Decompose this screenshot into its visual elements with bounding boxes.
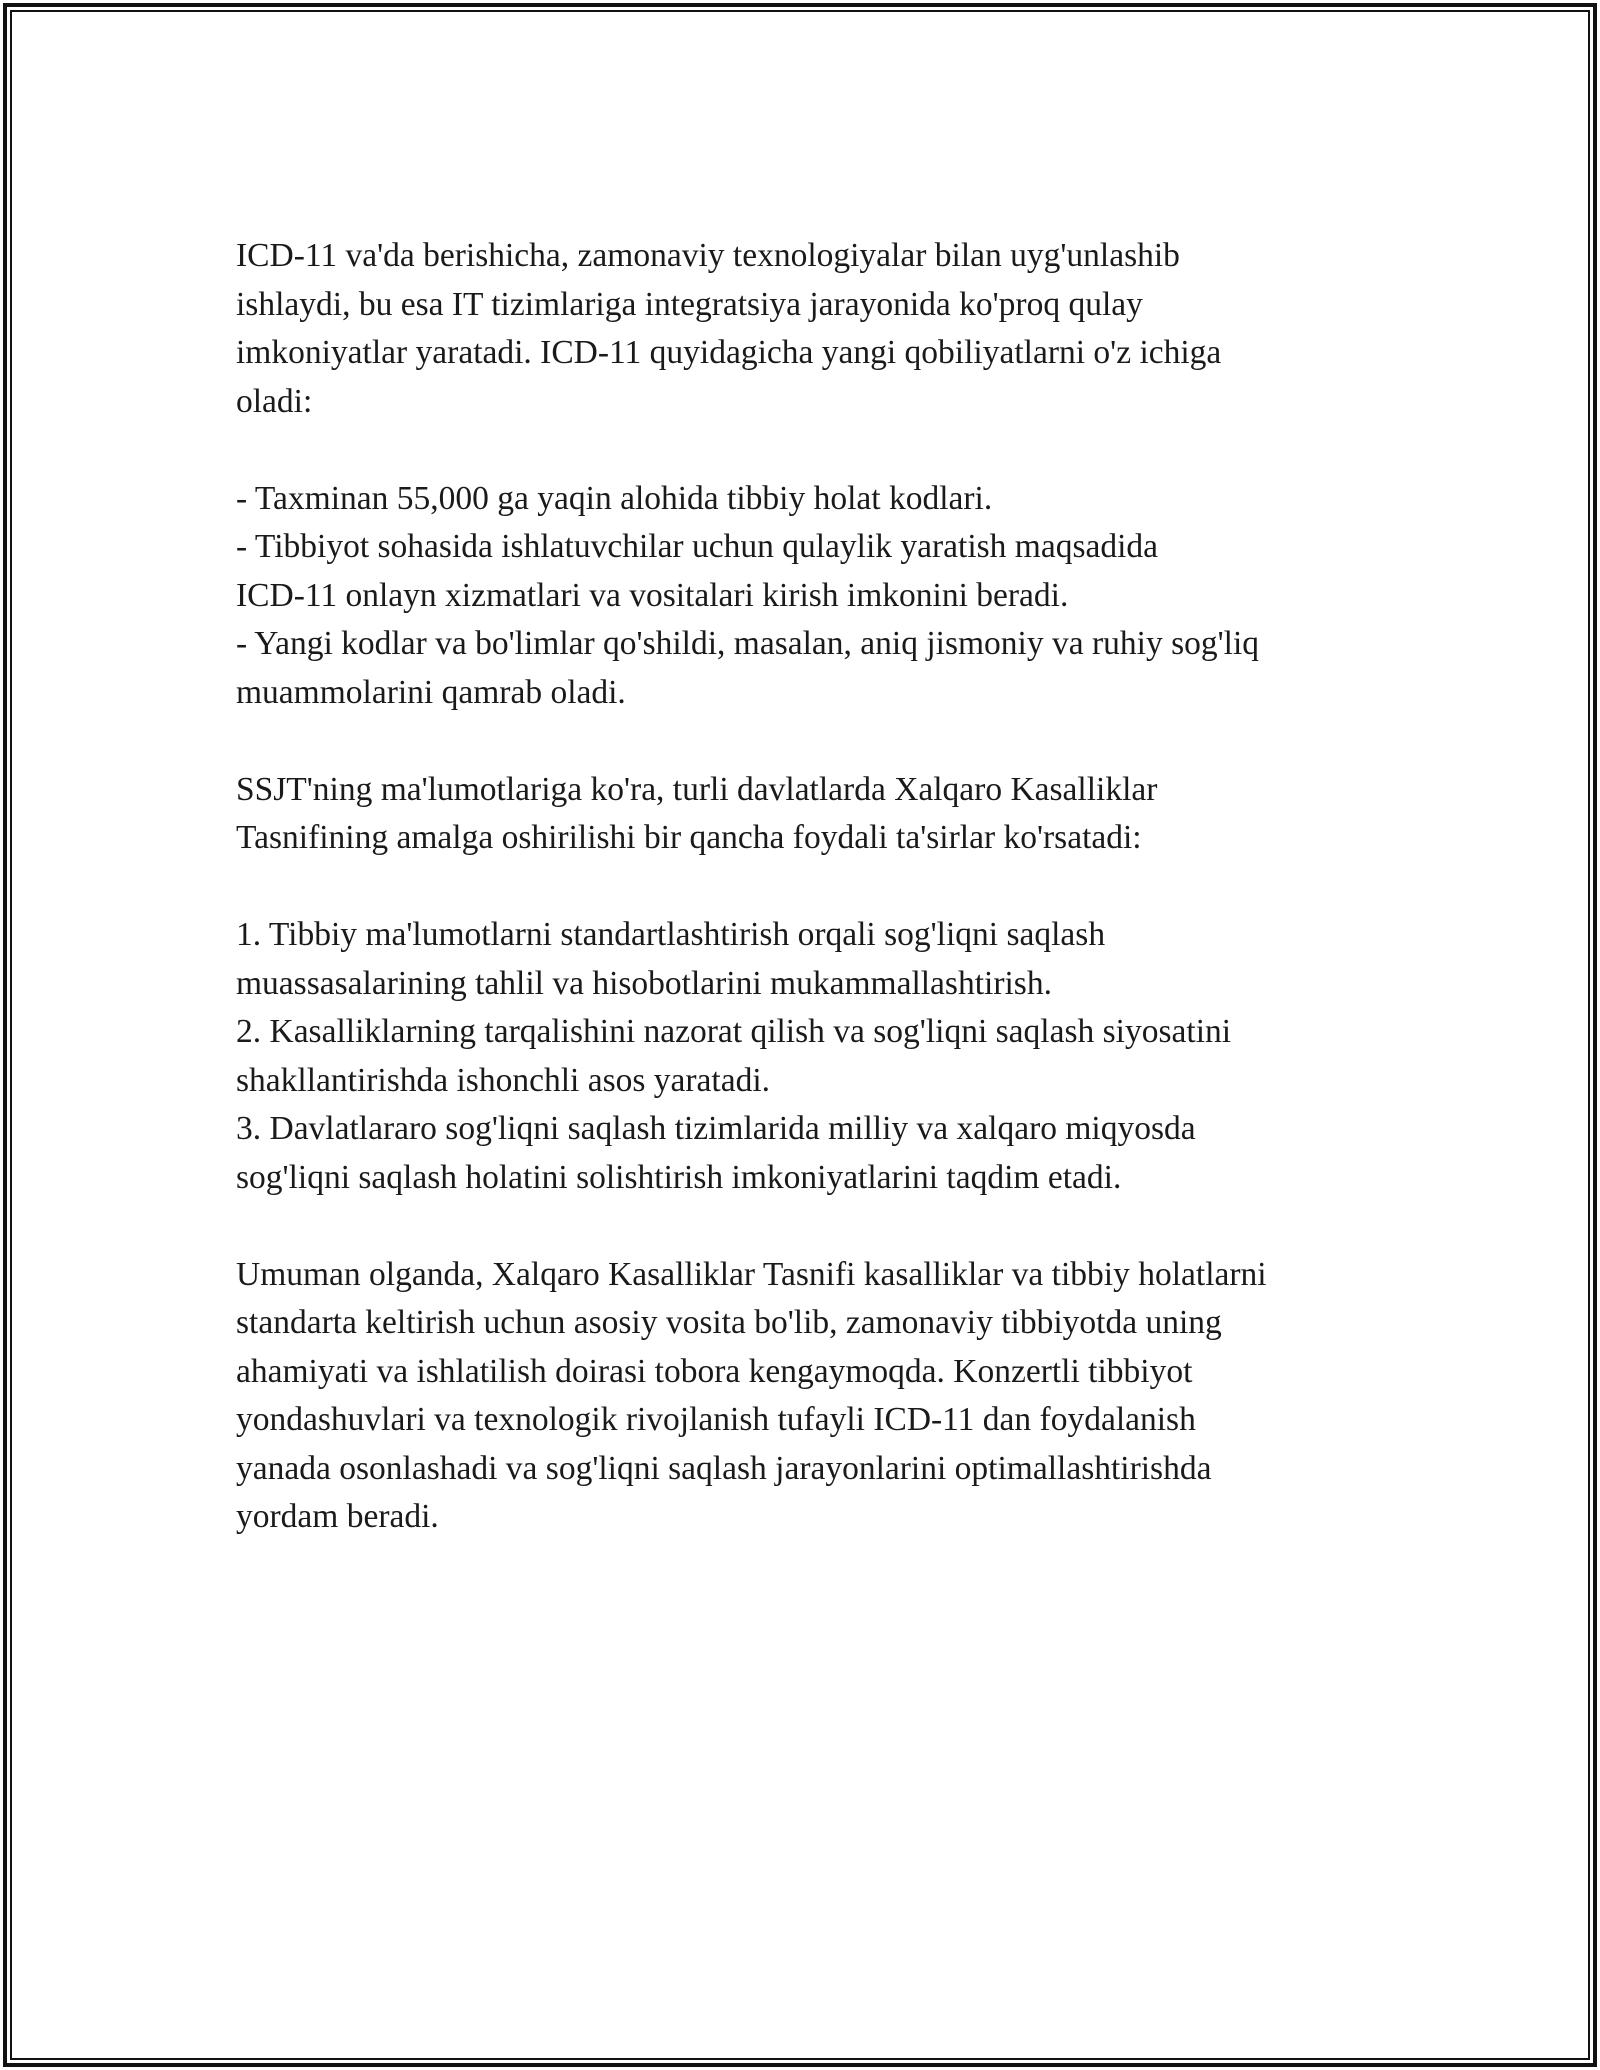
document-body bbox=[236, 232, 1436, 1590]
list-item-line: muammolarini qamrab oladi. bbox=[236, 673, 626, 711]
features-list bbox=[236, 475, 1436, 718]
text-line: ICD-11 va'da berishicha, zamonaviy texnologiyalar bilan uyg'unlashib bbox=[236, 237, 1180, 274]
list-item-line: - Yangi kodlar va bo'limlar qo'shildi, masalan, aniq jismoniy va ruhiy sog'liq bbox=[236, 625, 1260, 662]
text-line: yondashuvlari va texnologik rivojlanish tufayli ICD-11 dan foydalanish bbox=[236, 1401, 1196, 1438]
text-line: imkoniyatlar yaratadi. ICD-11 quyidagicha yangi qobiliyatlarni o'z ichiga bbox=[236, 334, 1222, 371]
text-line: Umuman olganda, Xalqaro Kasalliklar Tasnifi kasalliklar va tibbiy holatlarni bbox=[236, 1255, 1267, 1293]
list-item-line: 1. Tibbiy ma'lumotlarni standartlashtirish orqali sog'liqni saqlash bbox=[236, 916, 1106, 953]
benefits-intro-paragraph bbox=[236, 766, 1436, 863]
list-item-line: muassasalarining tahlil va hisobotlarini mukammallashtirish. bbox=[236, 964, 1052, 1002]
list-item-line: sog'liqni saqlash holatini solishtirish imkoniyatlarini taqdim etadi. bbox=[236, 1158, 1122, 1196]
text-line: ishlaydi, bu esa IT tizimlariga integratsiya jarayonida ko'proq qulay bbox=[236, 285, 1143, 323]
text-line: oladi: bbox=[236, 382, 313, 420]
text-line: standarta keltirish uchun asosiy vosita bo'lib, zamonaviy tibbiyotda uning bbox=[236, 1304, 1222, 1341]
text-line: SSJT'ning ma'lumotlariga ko'ra, turli davlatlarda Xalqaro Kasalliklar bbox=[236, 770, 1158, 808]
intro-paragraph bbox=[236, 232, 1436, 426]
list-item-line: 3. Davlatlararo sog'liqni saqlash tizimlarida milliy va xalqaro miqyosda bbox=[236, 1110, 1196, 1147]
benefits-numbered-list bbox=[236, 911, 1436, 1202]
list-item-line: ICD-11 onlayn xizmatlari va vositalari kirish imkonini beradi. bbox=[236, 576, 1069, 614]
list-item-line: - Taxminan 55,000 ga yaqin alohida tibbiy holat kodlari. bbox=[236, 479, 993, 517]
list-item-line: - Tibbiyot sohasida ishlatuvchilar uchun qulaylik yaratish maqsadida bbox=[236, 528, 1159, 565]
text-line: yanada osonlashadi va sog'liqni saqlash jarayonlarini optimallashtirishda bbox=[236, 1449, 1212, 1487]
list-item-line: 2. Kasalliklarning tarqalishini nazorat qilish va sog'liqni saqlash siyosatini bbox=[236, 1013, 1232, 1050]
text-line: ahamiyati va ishlatilish doirasi tobora kengaymoqda. Konzertli tibbiyot bbox=[236, 1352, 1193, 1390]
text-line: yordam beradi. bbox=[236, 1498, 439, 1535]
text-line: Tasnifining amalga oshirilishi bir qancha foydali ta'sirlar ko'rsatadi: bbox=[236, 819, 1142, 856]
conclusion-paragraph bbox=[236, 1251, 1436, 1542]
list-item-line: shakllantirishda ishonchli asos yaratadi. bbox=[236, 1061, 771, 1099]
